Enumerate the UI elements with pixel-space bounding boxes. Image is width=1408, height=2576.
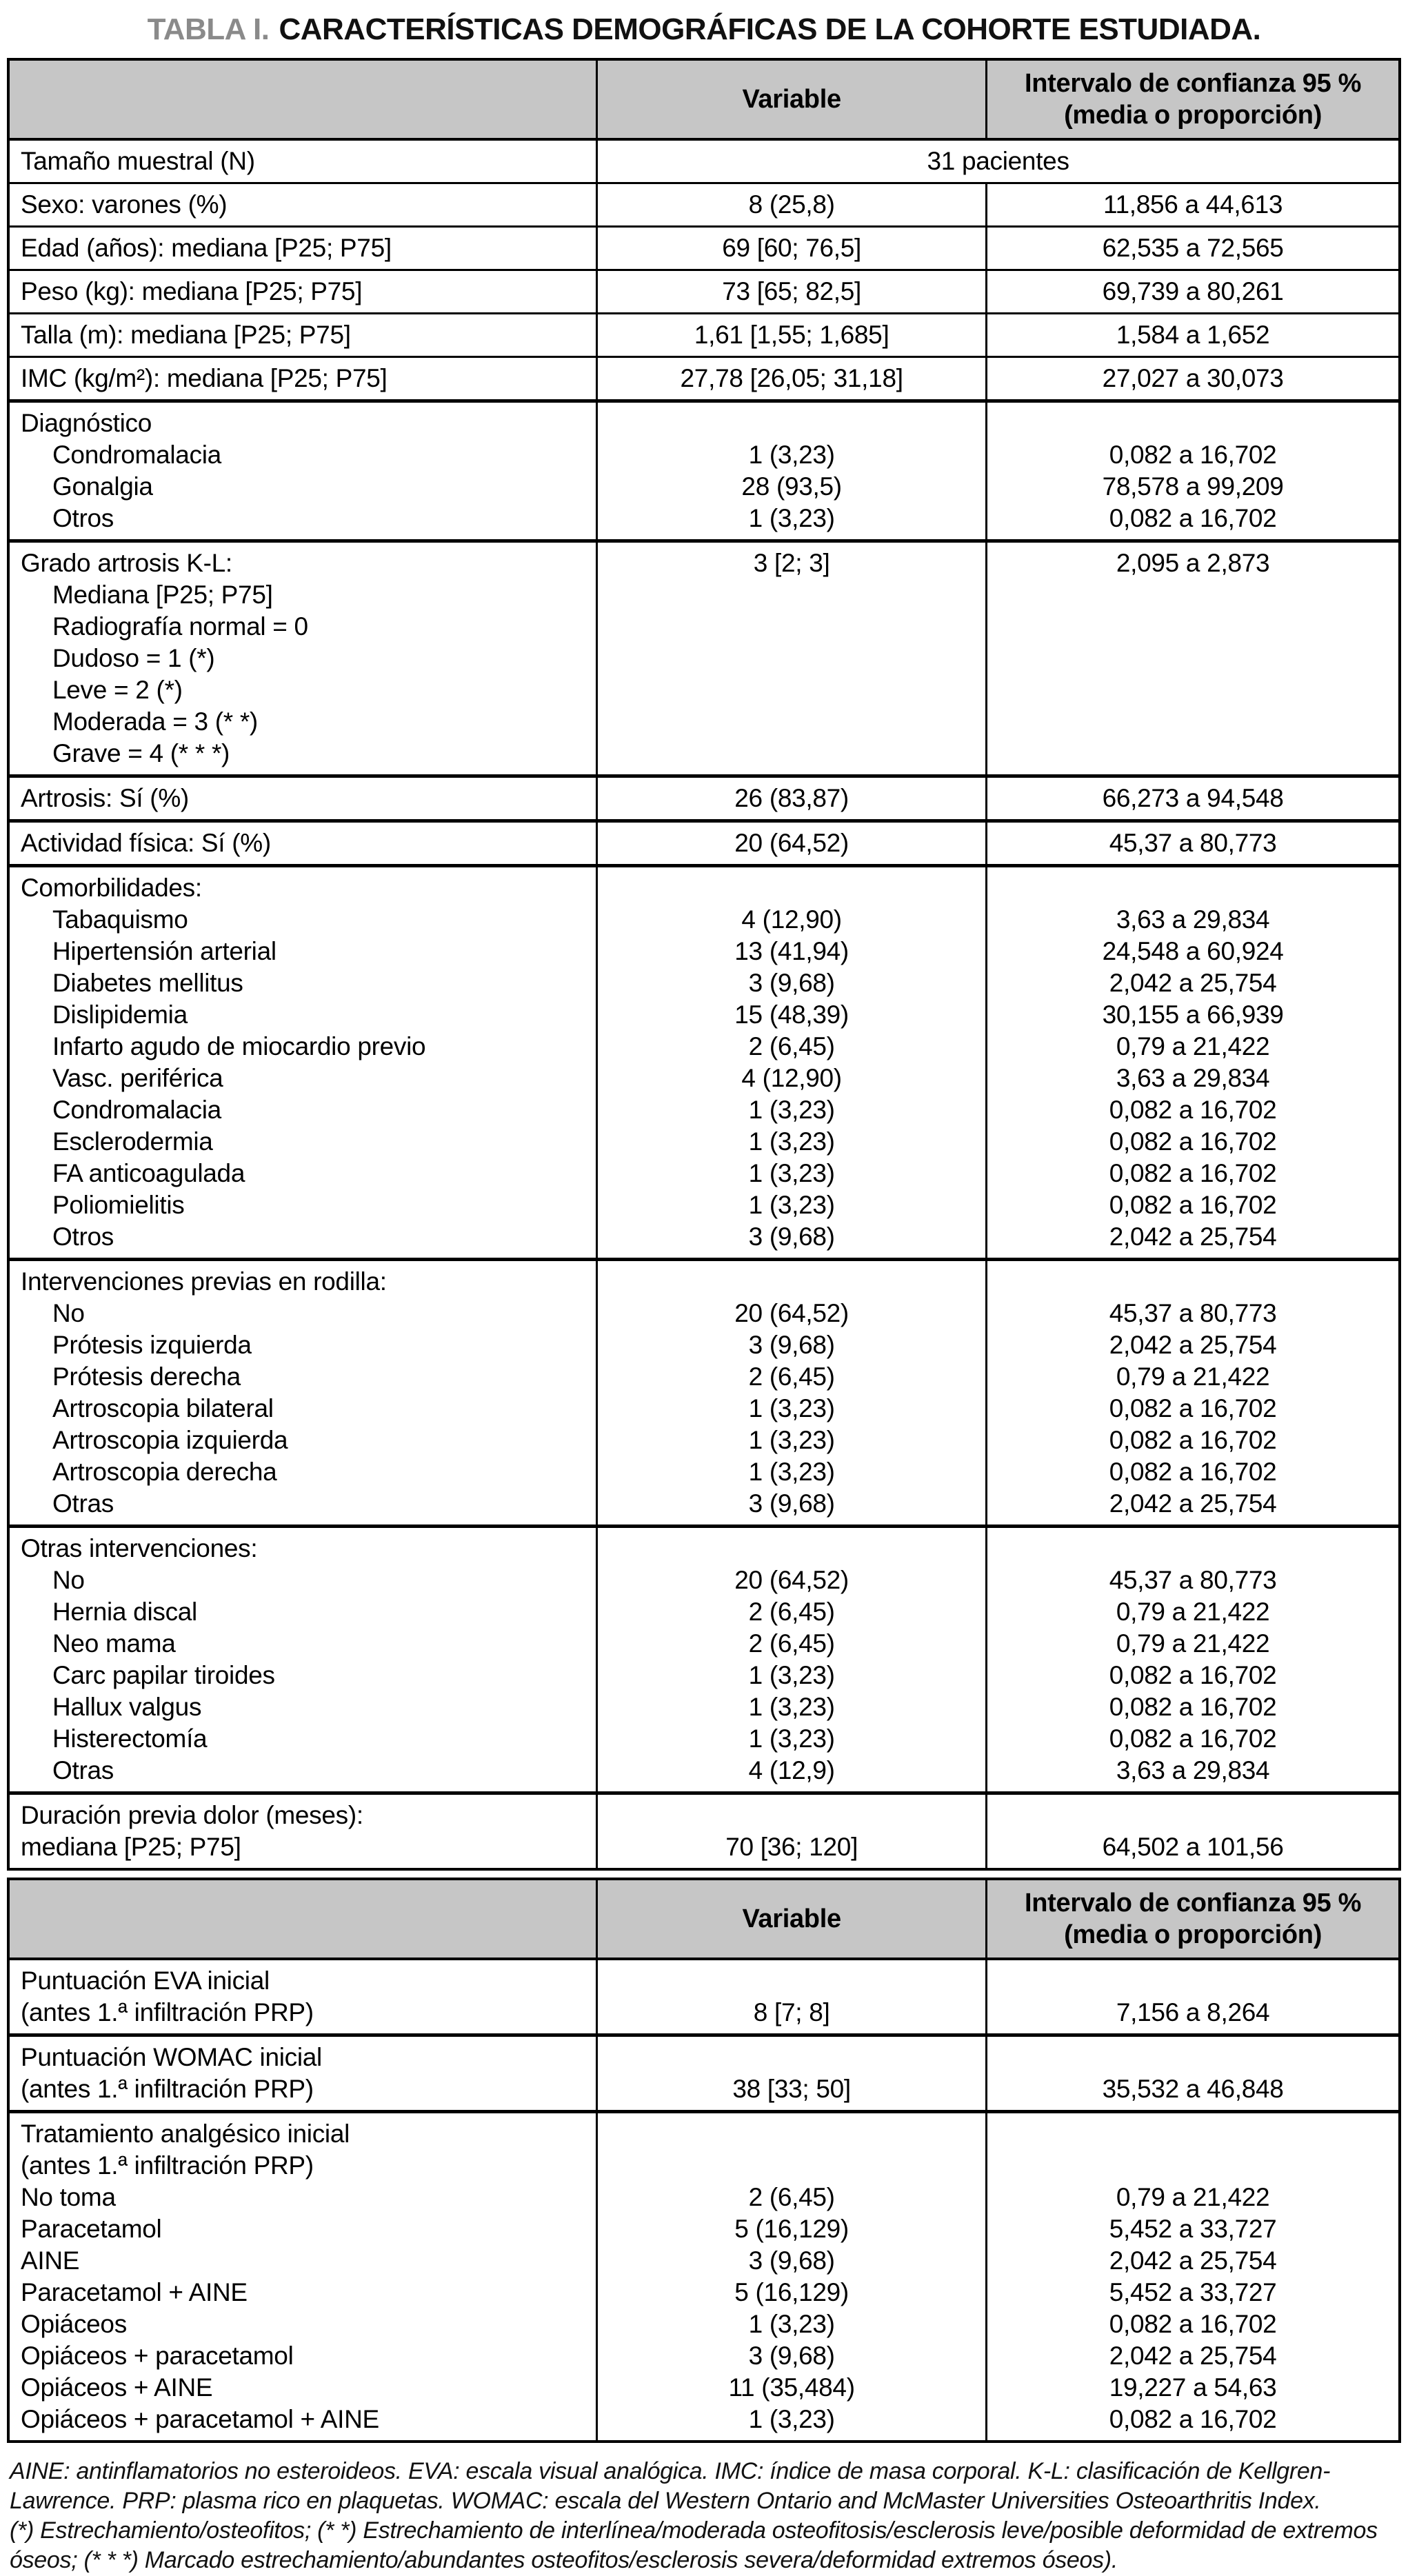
label-line: Peso (kg): mediana [P25; P75] bbox=[21, 277, 363, 305]
ci-line bbox=[998, 1965, 1387, 1997]
ci-line: 66,273 a 94,548 bbox=[1102, 784, 1284, 812]
label-line: Prótesis derecha bbox=[52, 1362, 241, 1391]
value-line: 20 (64,52) bbox=[734, 829, 849, 857]
header-ci-line2: (media o proporción) bbox=[1064, 1920, 1322, 1949]
header-empty-cell bbox=[8, 1879, 597, 1959]
value-line: 38 [33; 50] bbox=[732, 2075, 851, 2103]
row-ci-cell bbox=[987, 1260, 1400, 1527]
label-line: Poliomielitis bbox=[52, 1191, 185, 1219]
value-line: 1 (3,23) bbox=[748, 1458, 835, 1486]
label-line: Infarto agudo de miocardio previo bbox=[52, 1032, 426, 1060]
ci-line: 2,042 a 25,754 bbox=[1109, 1222, 1277, 1251]
label-line: Otros bbox=[52, 504, 114, 532]
value-line: 73 [65; 82,5] bbox=[722, 277, 862, 305]
label-line: Puntuación WOMAC inicial bbox=[21, 2043, 322, 2071]
label-line: Talla (m): mediana [P25; P75] bbox=[21, 321, 351, 349]
table-title-label: TABLA I. bbox=[147, 12, 270, 46]
value-line: 27,78 [26,05; 31,18] bbox=[680, 364, 903, 392]
ci-line: 2,095 a 2,873 bbox=[1116, 549, 1270, 577]
ci-line: 0,79 a 21,422 bbox=[1116, 1032, 1270, 1060]
table-title-text: CARACTERÍSTICAS DEMOGRÁFICAS DE LA COHORTE ESTUDIADA. bbox=[279, 12, 1261, 46]
row-value-cell bbox=[597, 2035, 987, 2112]
row-ci-cell bbox=[987, 183, 1400, 227]
label-line: mediana [P25; P75] bbox=[21, 1833, 241, 1861]
value-line bbox=[609, 407, 974, 439]
row-label-cell bbox=[8, 314, 597, 357]
ci-line bbox=[998, 1266, 1387, 1298]
ci-line: 0,79 a 21,422 bbox=[1116, 1629, 1270, 1658]
ci-line: 0,082 a 16,702 bbox=[1109, 1394, 1277, 1422]
row-value-cell bbox=[597, 1527, 987, 1793]
row-ci-cell bbox=[987, 821, 1400, 866]
row-label-cell bbox=[8, 1260, 597, 1527]
table-row bbox=[8, 314, 1400, 357]
label-line: Grave = 4 (* * *) bbox=[52, 739, 230, 767]
label-line: Hallux valgus bbox=[52, 1693, 202, 1721]
value-line: 31 pacientes bbox=[927, 147, 1069, 175]
table-2-body bbox=[8, 1959, 1400, 2442]
row-ci-cell bbox=[987, 270, 1400, 314]
label-line: Hipertensión arterial bbox=[52, 937, 276, 965]
ci-line bbox=[998, 2118, 1387, 2150]
ci-line bbox=[998, 2150, 1387, 2182]
label-line: Otros bbox=[52, 1222, 114, 1251]
value-line bbox=[609, 872, 974, 904]
row-value-cell bbox=[597, 314, 987, 357]
value-line: 1 (3,23) bbox=[748, 1693, 835, 1721]
value-line: 1 (3,23) bbox=[748, 1159, 835, 1187]
header-ci-cell bbox=[987, 59, 1400, 139]
table-row bbox=[8, 1260, 1400, 1527]
label-line: Mediana [P25; P75] bbox=[52, 581, 273, 609]
label-line: Condromalacia bbox=[52, 441, 221, 469]
row-value-cell bbox=[597, 541, 987, 776]
value-line bbox=[609, 2150, 974, 2182]
row-value-cell bbox=[597, 1793, 987, 1870]
label-line: IMC (kg/m²): mediana [P25; P75] bbox=[21, 364, 388, 392]
demographics-table-2 bbox=[7, 1878, 1401, 2443]
label-line: No bbox=[52, 1299, 85, 1327]
value-line: 8 [7; 8] bbox=[753, 1998, 830, 2026]
value-line: 4 (12,90) bbox=[741, 905, 842, 934]
row-ci-cell bbox=[987, 2112, 1400, 2442]
ci-line: 0,082 a 16,702 bbox=[1109, 1096, 1277, 1124]
ci-line: 0,082 a 16,702 bbox=[1109, 1127, 1277, 1156]
demographics-table-1 bbox=[7, 58, 1401, 1871]
row-label-cell bbox=[8, 139, 597, 183]
value-line: 26 (83,87) bbox=[734, 784, 849, 812]
ci-line: 3,63 a 29,834 bbox=[1116, 1756, 1270, 1784]
value-line: 3 (9,68) bbox=[748, 2246, 835, 2275]
header-ci-line1: Intervalo de confianza 95 % bbox=[1024, 1889, 1362, 1918]
table-row bbox=[8, 183, 1400, 227]
table-row bbox=[8, 2035, 1400, 2112]
label-line: Tabaquismo bbox=[52, 905, 188, 934]
header-variable-cell: Variable bbox=[597, 1879, 987, 1959]
header-variable-cell: Variable bbox=[597, 59, 987, 139]
row-label-cell bbox=[8, 1959, 597, 2035]
label-line: Otras bbox=[52, 1756, 114, 1784]
ci-line: 64,502 a 101,56 bbox=[1102, 1833, 1284, 1861]
ci-line: 5,452 a 33,727 bbox=[1109, 2278, 1277, 2306]
value-line: 1 (3,23) bbox=[748, 1127, 835, 1156]
label-line: Artrosis: Sí (%) bbox=[21, 784, 189, 812]
table-1-body bbox=[8, 139, 1400, 1869]
value-line: 1 (3,23) bbox=[748, 1191, 835, 1219]
label-line: Histerectomía bbox=[52, 1724, 208, 1753]
value-line: 3 (9,68) bbox=[748, 1331, 835, 1359]
ci-line bbox=[998, 407, 1387, 439]
label-line: Carc papilar tiroides bbox=[52, 1661, 275, 1689]
value-line: 20 (64,52) bbox=[734, 1299, 849, 1327]
table-row bbox=[8, 541, 1400, 776]
ci-line bbox=[998, 872, 1387, 904]
ci-line: 0,082 a 16,702 bbox=[1109, 2405, 1277, 2433]
value-line: 70 [36; 120] bbox=[725, 1833, 858, 1861]
label-line: Tamaño muestral (N) bbox=[21, 147, 255, 175]
row-label-cell bbox=[8, 2035, 597, 2112]
label-line: (antes 1.ª infiltración PRP) bbox=[21, 2075, 314, 2103]
label-line: Diabetes mellitus bbox=[52, 969, 243, 997]
label-line: Vasc. periférica bbox=[52, 1064, 223, 1092]
row-label-cell bbox=[8, 183, 597, 227]
ci-line: 30,155 a 66,939 bbox=[1102, 1000, 1284, 1029]
row-ci-cell bbox=[987, 541, 1400, 776]
value-line: 4 (12,9) bbox=[748, 1756, 835, 1784]
row-label-cell bbox=[8, 357, 597, 401]
row-label-cell bbox=[8, 2112, 597, 2442]
header-empty-cell bbox=[8, 59, 597, 139]
label-line: Esclerodermia bbox=[52, 1127, 213, 1156]
row-value-cell bbox=[597, 866, 987, 1260]
row-label-cell bbox=[8, 401, 597, 541]
label-line: Intervenciones previas en rodilla: bbox=[21, 1267, 387, 1296]
value-line: 1 (3,23) bbox=[748, 441, 835, 469]
row-ci-cell bbox=[987, 314, 1400, 357]
label-line: Dislipidemia bbox=[52, 1000, 188, 1029]
label-line: (antes 1.ª infiltración PRP) bbox=[21, 2151, 314, 2180]
label-line: Diagnóstico bbox=[21, 409, 152, 437]
value-line: 1 (3,23) bbox=[748, 1426, 835, 1454]
label-line: Artroscopia izquierda bbox=[52, 1426, 288, 1454]
value-line: 1,61 [1,55; 1,685] bbox=[694, 321, 889, 349]
row-value-cell bbox=[597, 1260, 987, 1527]
value-line: 3 (9,68) bbox=[748, 1222, 835, 1251]
table-row bbox=[8, 776, 1400, 821]
label-line: Radiografía normal = 0 bbox=[52, 612, 308, 641]
ci-line: 19,227 a 54,63 bbox=[1109, 2373, 1277, 2402]
label-line: Grado artrosis K-L: bbox=[21, 549, 232, 577]
label-line: Paracetamol bbox=[21, 2215, 162, 2243]
row-ci-cell bbox=[987, 357, 1400, 401]
label-line: Condromalacia bbox=[52, 1096, 221, 1124]
table-row bbox=[8, 401, 1400, 541]
ci-line: 45,37 a 80,773 bbox=[1109, 1566, 1277, 1594]
ci-line: 0,082 a 16,702 bbox=[1109, 1426, 1277, 1454]
label-line: (antes 1.ª infiltración PRP) bbox=[21, 1998, 314, 2026]
value-line: 15 (48,39) bbox=[734, 1000, 849, 1029]
label-line: Neo mama bbox=[52, 1629, 176, 1658]
row-label-cell bbox=[8, 227, 597, 270]
row-value-cell bbox=[597, 183, 987, 227]
label-line: No toma bbox=[21, 2183, 116, 2211]
row-value-cell bbox=[597, 776, 987, 821]
ci-line: 5,452 a 33,727 bbox=[1109, 2215, 1277, 2243]
ci-line: 2,042 a 25,754 bbox=[1109, 2246, 1277, 2275]
value-line bbox=[609, 2118, 974, 2150]
label-line: Edad (años): mediana [P25; P75] bbox=[21, 234, 392, 262]
label-line: Puntuación EVA inicial bbox=[21, 1966, 270, 1995]
value-line: 3 (9,68) bbox=[748, 1489, 835, 1518]
row-value-cell bbox=[597, 2112, 987, 2442]
ci-line: 0,082 a 16,702 bbox=[1109, 1724, 1277, 1753]
ci-line bbox=[998, 1533, 1387, 1564]
label-line: No bbox=[52, 1566, 85, 1594]
value-line: 2 (6,45) bbox=[748, 2183, 835, 2211]
ci-line bbox=[998, 2042, 1387, 2073]
ci-line: 1,584 a 1,652 bbox=[1116, 321, 1270, 349]
label-line: AINE bbox=[21, 2246, 80, 2275]
footnotes bbox=[10, 2457, 1398, 2575]
value-line bbox=[609, 1965, 974, 1997]
ci-line: 24,548 a 60,924 bbox=[1102, 937, 1284, 965]
value-line: 11 (35,484) bbox=[728, 2373, 855, 2402]
value-line: 5 (16,129) bbox=[734, 2215, 849, 2243]
value-line: 4 (12,90) bbox=[741, 1064, 842, 1092]
label-line: Gonalgia bbox=[52, 472, 153, 501]
label-line: Artroscopia bilateral bbox=[52, 1394, 274, 1422]
ci-line: 27,027 a 30,073 bbox=[1102, 364, 1284, 392]
label-line: Leve = 2 (*) bbox=[52, 676, 183, 704]
ci-line: 45,37 a 80,773 bbox=[1109, 1299, 1277, 1327]
value-line: 69 [60; 76,5] bbox=[722, 234, 862, 262]
label-line: Opiáceos + paracetamol bbox=[21, 2342, 294, 2370]
row-label-cell bbox=[8, 776, 597, 821]
table-row bbox=[8, 866, 1400, 1260]
row-label-cell bbox=[8, 821, 597, 866]
row-label-cell bbox=[8, 1527, 597, 1793]
row-value-cell bbox=[597, 357, 987, 401]
label-line: Actividad física: Sí (%) bbox=[21, 829, 271, 857]
value-line: 3 (9,68) bbox=[748, 969, 835, 997]
value-line bbox=[609, 1800, 974, 1831]
table-row bbox=[8, 1527, 1400, 1793]
table-row bbox=[8, 1959, 1400, 2035]
row-label-cell bbox=[8, 270, 597, 314]
value-line: 1 (3,23) bbox=[748, 1394, 835, 1422]
row-ci-cell bbox=[987, 776, 1400, 821]
ci-line: 0,082 a 16,702 bbox=[1109, 2310, 1277, 2338]
label-line: Moderada = 3 (* *) bbox=[52, 707, 258, 736]
value-line: 20 (64,52) bbox=[734, 1566, 849, 1594]
row-ci-cell bbox=[987, 1959, 1400, 2035]
ci-line: 7,156 a 8,264 bbox=[1116, 1998, 1270, 2026]
label-line: Otras bbox=[52, 1489, 114, 1518]
value-line: 2 (6,45) bbox=[748, 1032, 835, 1060]
row-value-cell bbox=[597, 821, 987, 866]
value-line: 1 (3,23) bbox=[748, 2405, 835, 2433]
ci-line: 0,082 a 16,702 bbox=[1109, 504, 1277, 532]
value-line bbox=[609, 1266, 974, 1298]
label-line: Paracetamol + AINE bbox=[21, 2278, 248, 2306]
table-row bbox=[8, 357, 1400, 401]
ci-line: 3,63 a 29,834 bbox=[1116, 1064, 1270, 1092]
label-line: FA anticoagulada bbox=[52, 1159, 245, 1187]
label-line: Artroscopia derecha bbox=[52, 1458, 277, 1486]
header-ci-cell bbox=[987, 1879, 1400, 1959]
label-line: Prótesis izquierda bbox=[52, 1331, 252, 1359]
value-line: 8 (25,8) bbox=[748, 190, 835, 219]
value-line: 1 (3,23) bbox=[748, 1724, 835, 1753]
value-line: 5 (16,129) bbox=[734, 2278, 849, 2306]
row-ci-cell bbox=[987, 866, 1400, 1260]
table-row bbox=[8, 2112, 1400, 2442]
ci-line: 2,042 a 25,754 bbox=[1109, 2342, 1277, 2370]
table-row bbox=[8, 139, 1400, 183]
value-line: 2 (6,45) bbox=[748, 1629, 835, 1658]
label-line: Comorbilidades: bbox=[21, 874, 202, 902]
table-row bbox=[8, 1793, 1400, 1870]
label-line: Sexo: varones (%) bbox=[21, 190, 228, 219]
value-line: 1 (3,23) bbox=[748, 504, 835, 532]
footnote-asterisk-definitions: (*) Estrechamiento/osteofitos; (* *) Estrechamiento de interlínea/moderada osteofitosis/esclerosis leve/posible deformidad de extremos óseos; (* * *) Marcado estrechamiento/abundantes osteofitos/esclerosis severa/deformidad extremos óseos). bbox=[10, 2517, 1378, 2573]
ci-line: 78,578 a 99,209 bbox=[1102, 472, 1284, 501]
value-line: 1 (3,23) bbox=[748, 2310, 835, 2338]
ci-line: 11,856 a 44,613 bbox=[1103, 190, 1283, 219]
row-ci-cell bbox=[987, 227, 1400, 270]
label-line: Duración previa dolor (meses): bbox=[21, 1801, 363, 1829]
row-label-cell bbox=[8, 866, 597, 1260]
label-line: Otras intervenciones: bbox=[21, 1534, 258, 1562]
row-ci-cell bbox=[987, 401, 1400, 541]
row-ci-cell bbox=[987, 1793, 1400, 1870]
row-label-cell bbox=[8, 1793, 597, 1870]
ci-line: 0,082 a 16,702 bbox=[1109, 1458, 1277, 1486]
value-line: 1 (3,23) bbox=[748, 1661, 835, 1689]
value-line bbox=[609, 2042, 974, 2073]
ci-line: 0,082 a 16,702 bbox=[1109, 1191, 1277, 1219]
row-value-cell bbox=[597, 270, 987, 314]
ci-line: 0,79 a 21,422 bbox=[1116, 1362, 1270, 1391]
ci-line bbox=[998, 1800, 1387, 1831]
header-ci-line2: (media o proporción) bbox=[1064, 101, 1322, 130]
label-line: Opiáceos + AINE bbox=[21, 2373, 213, 2402]
label-line: Hernia discal bbox=[52, 1598, 197, 1626]
header-row bbox=[8, 59, 1400, 139]
ci-line: 2,042 a 25,754 bbox=[1109, 1489, 1277, 1518]
table-row bbox=[8, 227, 1400, 270]
row-ci-cell bbox=[987, 1527, 1400, 1793]
value-line: 2 (6,45) bbox=[748, 1362, 835, 1391]
label-line: Dudoso = 1 (*) bbox=[52, 644, 215, 672]
ci-line: 2,042 a 25,754 bbox=[1109, 969, 1277, 997]
row-label-cell bbox=[8, 541, 597, 776]
ci-line: 0,082 a 16,702 bbox=[1109, 1159, 1277, 1187]
label-line: Opiáceos bbox=[21, 2310, 127, 2338]
ci-line: 45,37 a 80,773 bbox=[1109, 829, 1277, 857]
ci-line: 35,532 a 46,848 bbox=[1102, 2075, 1284, 2103]
ci-line: 3,63 a 29,834 bbox=[1116, 905, 1270, 934]
value-line: 1 (3,23) bbox=[748, 1096, 835, 1124]
value-line: 3 (9,68) bbox=[748, 2342, 835, 2370]
header-ci-line1: Intervalo de confianza 95 % bbox=[1024, 69, 1362, 98]
table-row bbox=[8, 821, 1400, 866]
ci-line: 2,042 a 25,754 bbox=[1109, 1331, 1277, 1359]
value-line: 13 (41,94) bbox=[734, 937, 849, 965]
ci-line: 0,082 a 16,702 bbox=[1109, 1693, 1277, 1721]
label-line: Tratamiento analgésico inicial bbox=[21, 2120, 350, 2148]
table-row bbox=[8, 270, 1400, 314]
value-line: 2 (6,45) bbox=[748, 1598, 835, 1626]
table-title bbox=[0, 12, 1408, 47]
row-value-cell bbox=[597, 1959, 987, 2035]
row-value-cell bbox=[597, 401, 987, 541]
row-ci-cell bbox=[987, 2035, 1400, 2112]
label-line: Opiáceos + paracetamol + AINE bbox=[21, 2405, 379, 2433]
ci-line: 62,535 a 72,565 bbox=[1102, 234, 1284, 262]
row-value-cell bbox=[597, 227, 987, 270]
ci-line: 0,79 a 21,422 bbox=[1116, 1598, 1270, 1626]
value-line: 28 (93,5) bbox=[741, 472, 842, 501]
footnote-abbreviations: AINE: antinflamatorios no esteroideos. EVA: escala visual analógica. IMC: índice de masa corporal. K-L: clasificación de Kellgren-Lawrence. PRP: plasma rico en plaquetas. WOMAC: escala del Western Ontario and McMaster Universities Osteoarthritis Index. bbox=[10, 2458, 1331, 2514]
ci-line: 0,082 a 16,702 bbox=[1109, 1661, 1277, 1689]
ci-line: 0,79 a 21,422 bbox=[1116, 2183, 1270, 2211]
row-span-value-cell bbox=[597, 139, 1400, 183]
value-line: 3 [2; 3] bbox=[753, 549, 830, 577]
ci-line: 0,082 a 16,702 bbox=[1109, 441, 1277, 469]
header-row bbox=[8, 1879, 1400, 1959]
ci-line: 69,739 a 80,261 bbox=[1102, 277, 1284, 305]
value-line bbox=[609, 1533, 974, 1564]
